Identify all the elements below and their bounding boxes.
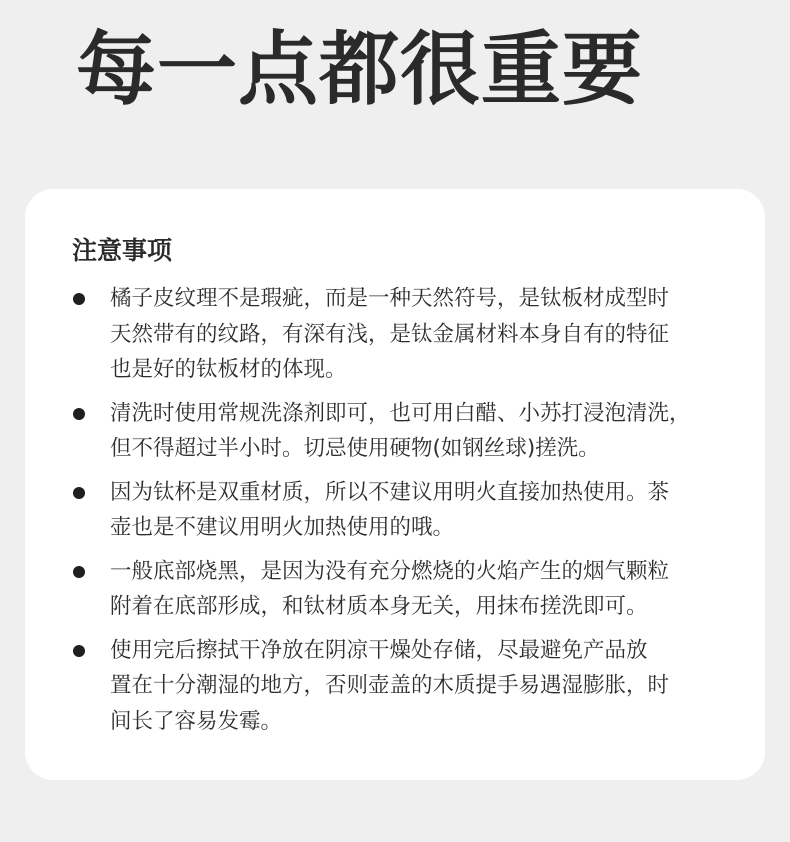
list-item (25, 475, 765, 546)
bullet-dot-icon (73, 566, 85, 578)
bullet-dot-icon (73, 293, 85, 305)
notice-heading: 注意事项 (72, 236, 173, 265)
list-item (25, 281, 765, 388)
notice-text-line: 一般底部烧黑，是因为没有充分燃烧的火焰产生的烟气颗粒 (110, 558, 670, 584)
notice-text-line: 橘子皮纹理不是瑕疵，而是一种天然符号，是钛板材成型时 (110, 286, 670, 311)
bullet-dot-icon (73, 487, 85, 499)
notice-text-line: 但不得超过半小时。切忌使用硬物(如钢丝球)搓洗。 (110, 436, 600, 461)
bullet-dot-icon (73, 645, 85, 657)
notice-text-line: 清洗时使用常规洗涤剂即可，也可用白醋、小苏打浸泡清洗， (110, 400, 691, 426)
notice-text-line: 使用完后擦拭干净放在阴凉干燥处存储，尽最避免产品放 (110, 637, 648, 663)
page-title: 每一点都很重要 (76, 23, 643, 116)
notice-text-line: 因为钛杯是双重材质，所以不建议用明火直接加热使用。茶 (110, 479, 670, 505)
notice-text-line: 附着在底部形成，和钛材质本身无关，用抹布搓洗即可。 (110, 594, 648, 619)
notice-text-line: 天然带有的纹路，有深有浅，是钛金属材料本身自有的特征 (110, 321, 670, 347)
bullet-dot-icon (73, 408, 85, 420)
notice-text-line: 间长了容易发霉。 (110, 708, 283, 734)
notice-card (25, 189, 765, 780)
list-item (25, 396, 765, 467)
list-item (25, 633, 765, 740)
notice-text-line: 也是好的钛板材的体现。 (110, 357, 347, 382)
notice-text-line: 壶也是不建议用明火加热使用的哦。 (110, 515, 455, 540)
notice-list (25, 281, 765, 747)
list-item (25, 554, 765, 625)
notice-text-line: 置在十分潮湿的地方，否则壶盖的木质提手易遇湿膨胀，时 (110, 673, 670, 698)
